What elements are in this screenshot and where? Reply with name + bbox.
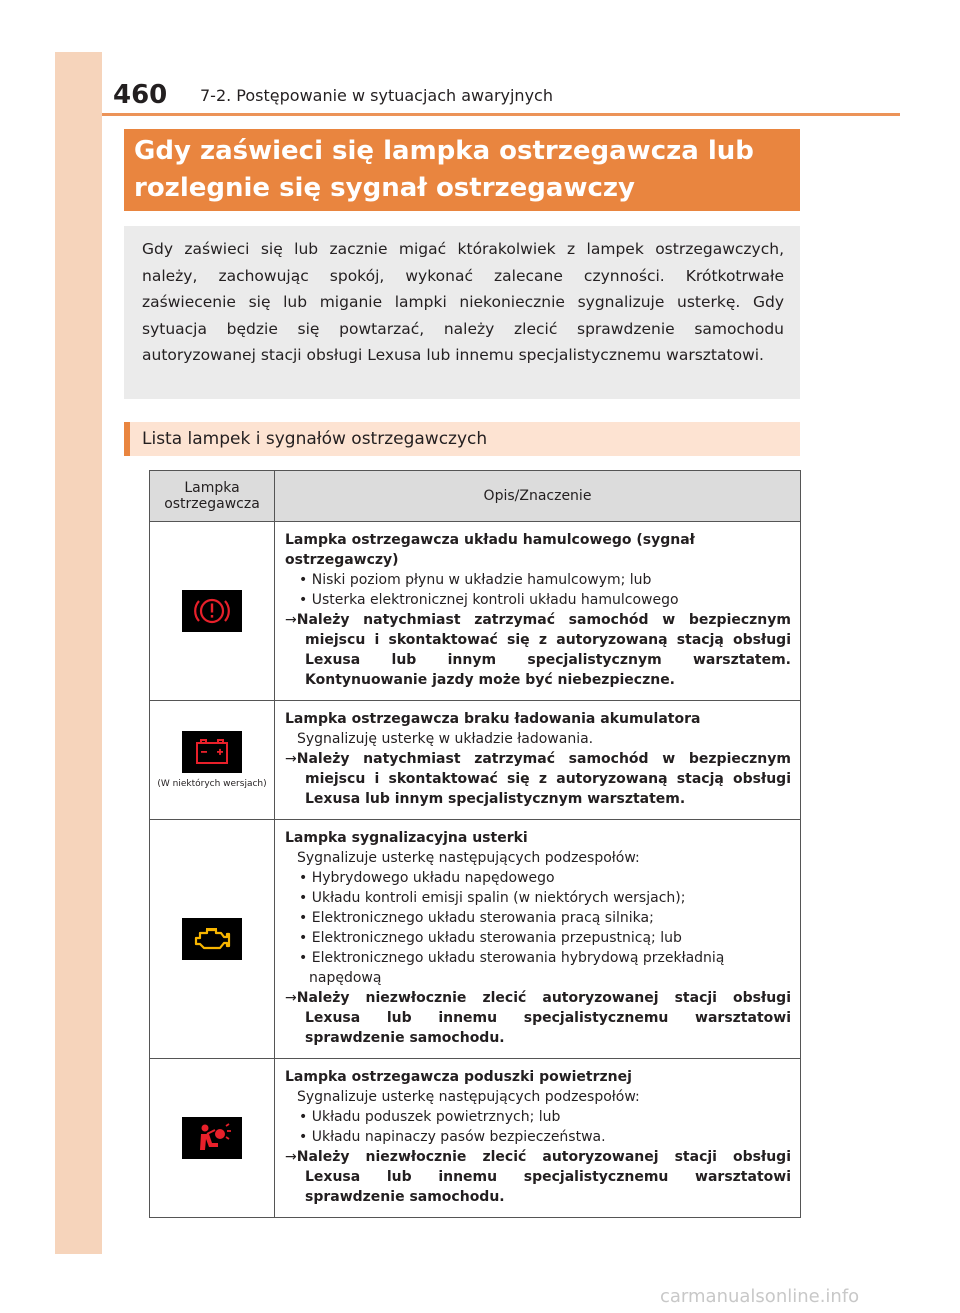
action-label: Należy natychmiast zatrzymać samochód w bezpiecznym miejscu i skontaktować się z autoryzowaną stacją obsługi Lexusa lub innym specjalistycznym warsztatem. Kontynuowanie jazdy może być niebezpieczne. [296, 612, 791, 688]
action-text [285, 749, 791, 809]
table-row [150, 820, 801, 1059]
description-cell [275, 1059, 801, 1218]
side-margin-bar [55, 52, 102, 1254]
watermark: carmanualsonline.info [660, 1286, 860, 1307]
action-text [285, 1147, 791, 1207]
action-label: Należy niezwłocznie zlecić autoryzowanej stacji obsługi Lexusa lub innemu specjalistycznemu warsztatowi sprawdzenie samochodu. [296, 1149, 791, 1205]
action-text [285, 988, 791, 1048]
arrow-icon: → [285, 1149, 297, 1165]
row-title: Lampka ostrzegawcza układu hamulcowego (sygnał ostrzegawczy) [285, 532, 695, 568]
section-title-line2: rozlegnie się sygnał ostrzegawczy [134, 173, 635, 203]
table-row [150, 701, 801, 820]
bullet-item: • Elektronicznego układu sterowania przepustnicą; lub [291, 928, 791, 948]
bullet-item: • Hybrydowego układu napędowego [291, 868, 791, 888]
lamp-cell [150, 701, 275, 820]
battery-icon [182, 731, 242, 773]
warning-lamps-table [149, 470, 801, 1218]
row-title: Lampka sygnalizacyjna usterki [285, 830, 528, 846]
table-header-row [150, 471, 801, 522]
col-header-description: Opis/Znaczenie [275, 471, 801, 522]
check-engine-icon [182, 918, 242, 960]
subsection-heading: Lista lampek i sygnałów ostrzegawczych [124, 422, 800, 456]
row-description: Sygnalizuje usterkę następujących podzespołów: [297, 850, 640, 866]
action-text [285, 610, 791, 690]
bullet-item: • Układu poduszek powietrznych; lub [291, 1107, 791, 1127]
bullet-item: • Układu napinaczy pasów bezpieczeństwa. [291, 1127, 791, 1147]
action-label: Należy niezwłocznie zlecić autoryzowanej stacji obsługi Lexusa lub innemu specjalistycznemu warsztatowi sprawdzenie samochodu. [296, 990, 791, 1046]
chapter-title: 7-2. Postępowanie w sytuacjach awaryjnych [200, 86, 553, 105]
bullet-item: • Niski poziom płynu w układzie hamulcowym; lub [291, 570, 791, 590]
row-title: Lampka ostrzegawcza poduszki powietrznej [285, 1069, 632, 1085]
row-description: Sygnalizuję usterkę w układzie ładowania. [297, 731, 594, 747]
table-row [150, 1059, 801, 1218]
row-description: Sygnalizuje usterkę następujących podzespołów: [297, 1089, 640, 1105]
lamp-cell [150, 1059, 275, 1218]
bullet-item: • Elektronicznego układu sterowania pracą silnika; [291, 908, 791, 928]
header-rule [102, 113, 900, 116]
section-title [124, 129, 800, 211]
arrow-icon: → [285, 990, 297, 1006]
description-cell [275, 701, 801, 820]
lamp-cell [150, 820, 275, 1059]
row-title: Lampka ostrzegawcza braku ładowania akumulatora [285, 711, 701, 727]
version-note: (W niektórych wersjach) [157, 779, 267, 789]
action-label: Należy natychmiast zatrzymać samochód w bezpiecznym miejscu i skontaktować się z autoryzowaną stacją obsługi Lexusa lub innym specjalistycznym warsztatem. [296, 751, 791, 807]
arrow-icon: → [285, 612, 297, 628]
table-row [150, 522, 801, 701]
bullet-item: • Usterka elektronicznej kontroli układu hamulcowego [291, 590, 791, 610]
intro-paragraph: Gdy zaświeci się lub zacznie migać którakolwiek z lampek ostrzegawczych, należy, zachowując spokój, wykonać zalecane czynności. Krótkotrwałe zaświecenie się lub miganie lampki niekoniecznie sygnalizuje usterkę. Gdy sytuacja będzie się powtarzać, należy zlecić sprawdzenie samochodu autoryzowanej stacji obsługi Lexusa lub innemu specjalistycznemu warsztatowi. [124, 226, 800, 399]
lamp-cell [150, 522, 275, 701]
arrow-icon: → [285, 751, 297, 767]
section-title-line1: Gdy zaświeci się lampka ostrzegawcza lub [134, 136, 754, 166]
description-cell [275, 522, 801, 701]
brake-warning-icon [182, 590, 242, 632]
description-cell [275, 820, 801, 1059]
bullet-item: • Elektronicznego układu sterowania hybrydową przekładnią napędową [291, 948, 791, 988]
col-header-lamp: Lampka ostrzegawcza [150, 471, 275, 522]
airbag-icon [182, 1117, 242, 1159]
page-number: 460 [113, 80, 168, 110]
bullet-item: • Układu kontroli emisji spalin (w niektórych wersjach); [291, 888, 791, 908]
